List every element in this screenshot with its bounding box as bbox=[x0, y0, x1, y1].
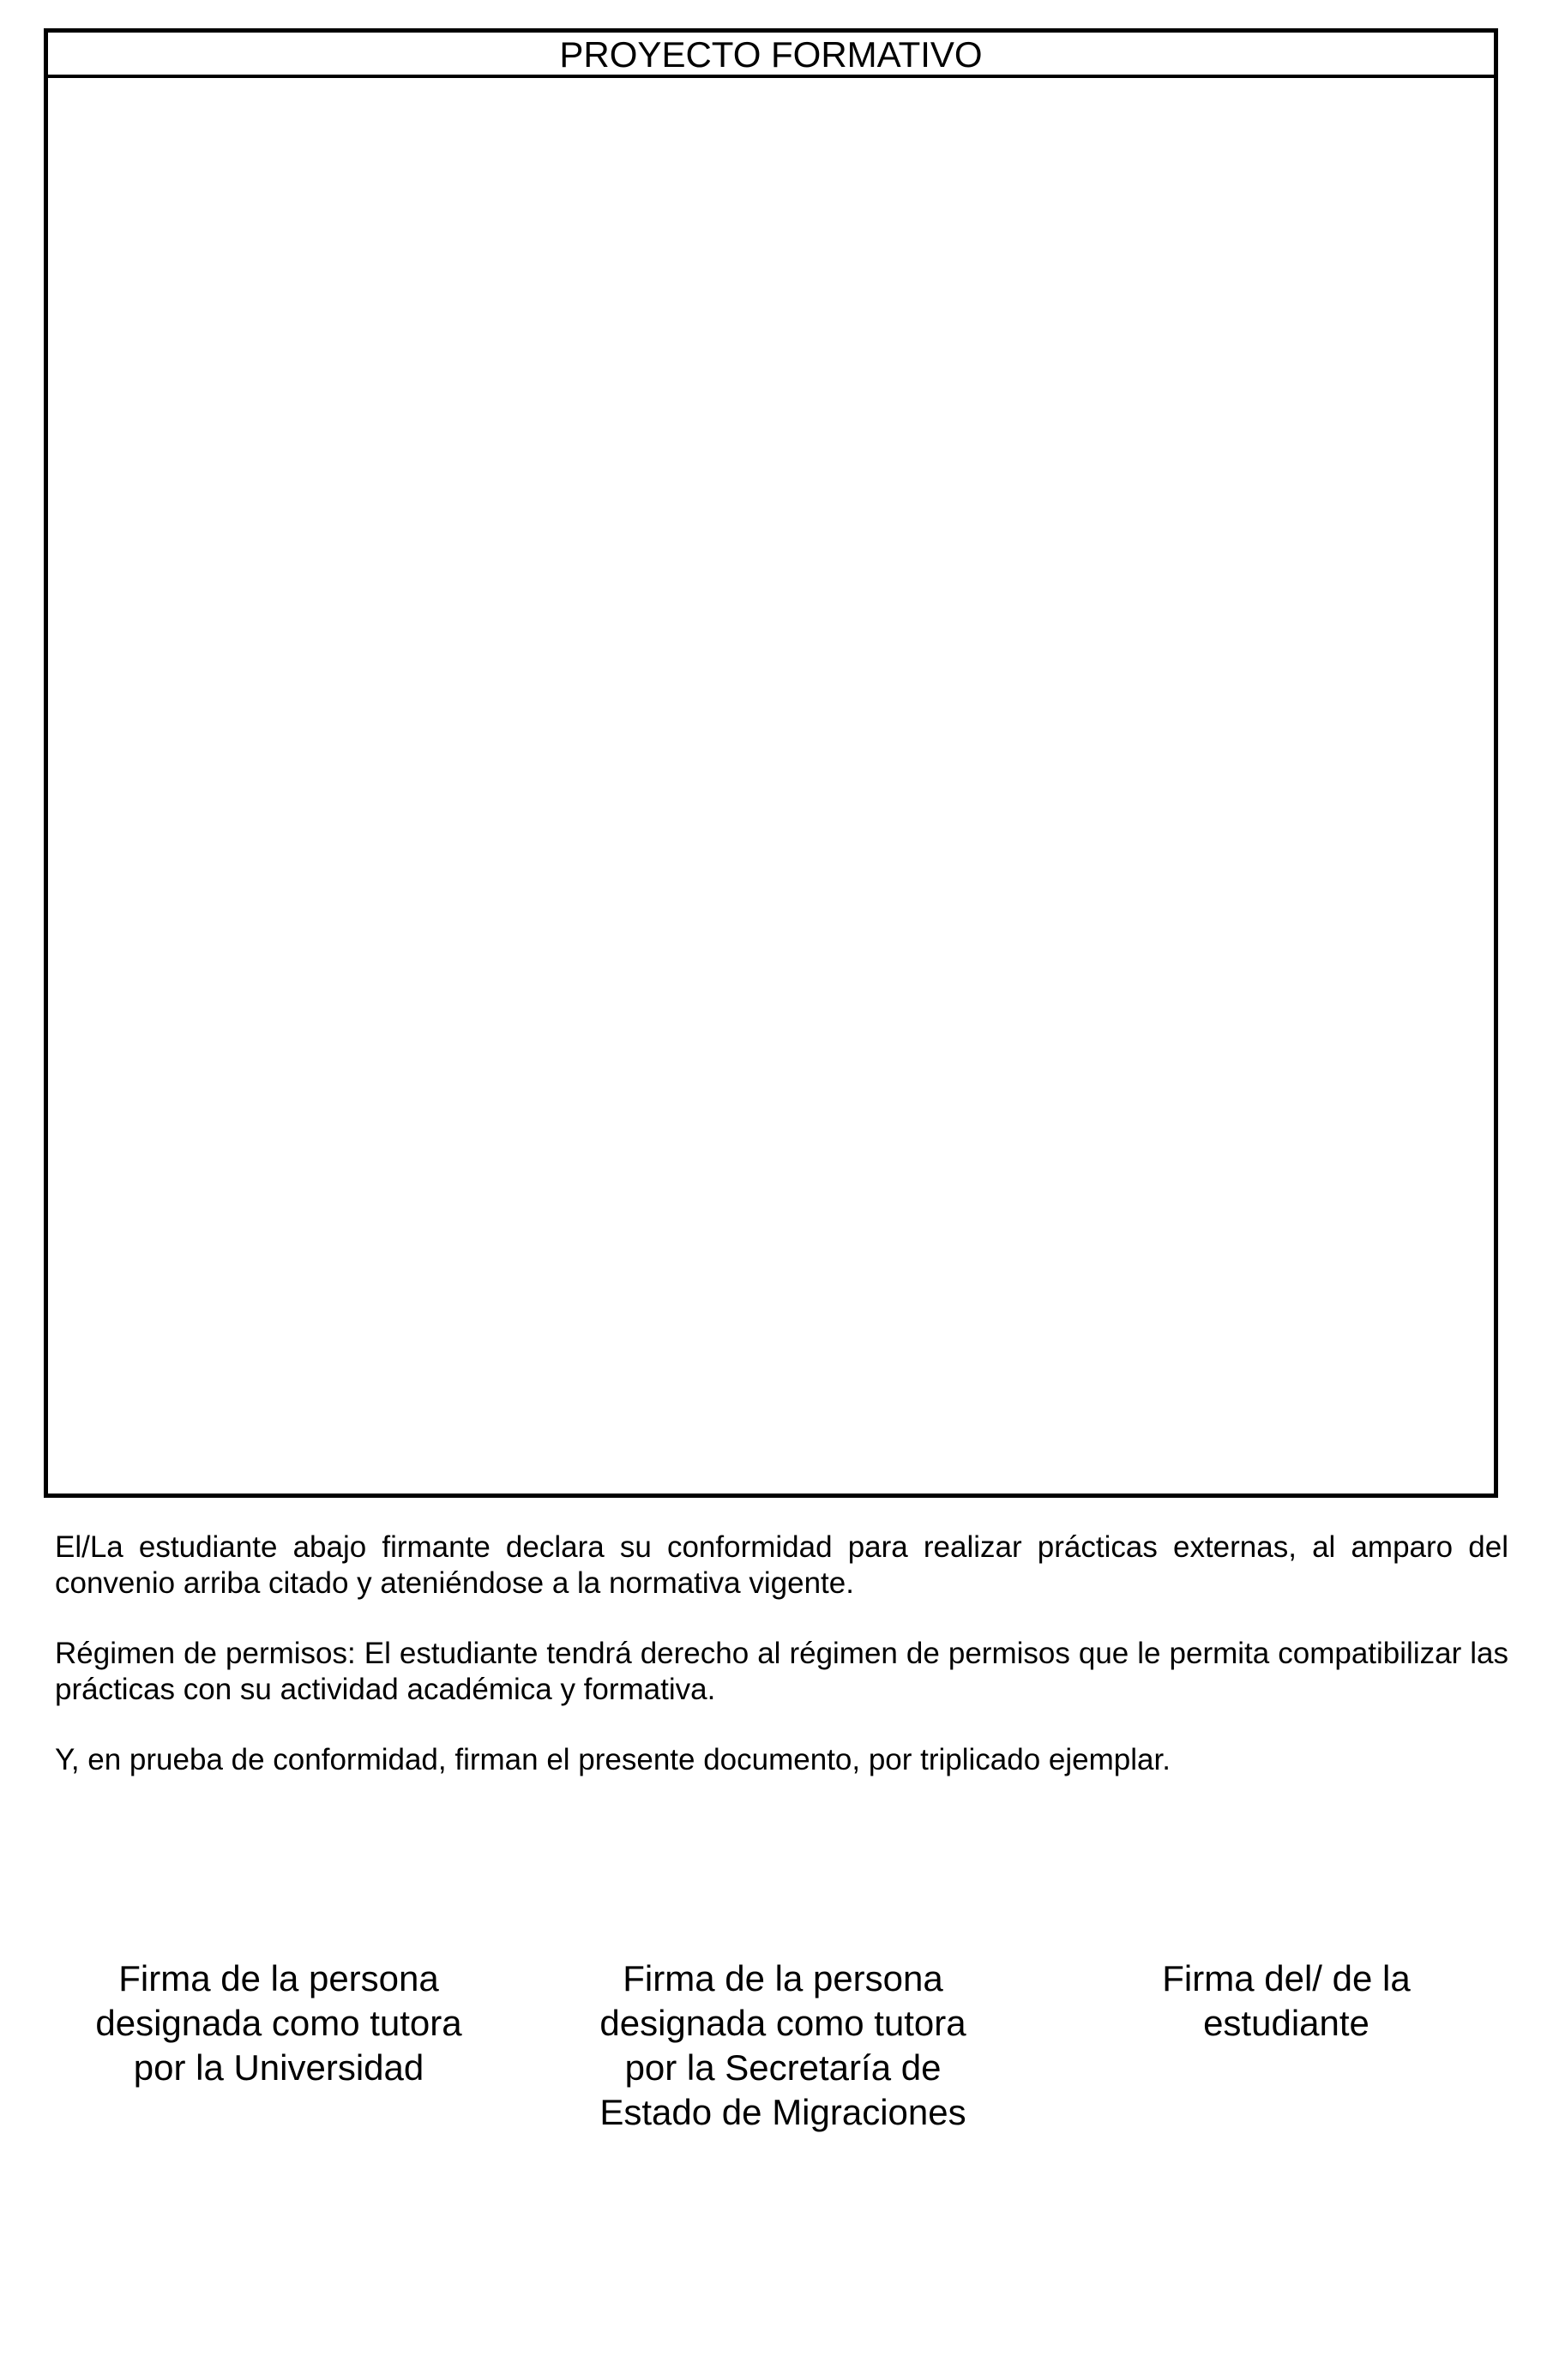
migration-tutor-signature bbox=[564, 1956, 1002, 2135]
conformity-statement: El/La estudiante abajo firmante declara su conformidad para realizar prácticas externas, al amparo del convenio arriba citado y ateniéndose a la normativa vigente. bbox=[55, 1530, 1508, 1600]
signature-label-line: por la Secretaría de bbox=[624, 2047, 942, 2088]
project-box bbox=[44, 28, 1498, 1498]
signature-label-line: Firma del/ de la bbox=[1162, 1958, 1411, 1998]
signature-label-line: Firma de la persona bbox=[623, 1958, 943, 1998]
signature-label-line: Estado de Migraciones bbox=[599, 2092, 966, 2132]
signature-label-line: estudiante bbox=[1203, 2003, 1369, 2043]
project-title: PROYECTO FORMATIVO bbox=[48, 33, 1494, 78]
signature-label-line: por la Universidad bbox=[133, 2047, 424, 2088]
signing-statement: Y, en prueba de conformidad, firman el presente documento, por triplicado ejemplar. bbox=[55, 1743, 1171, 1776]
declaration-text bbox=[55, 1530, 1508, 1812]
signature-label-line: designada como tutora bbox=[599, 2003, 966, 2043]
signature-label-line: Firma de la persona bbox=[118, 1958, 439, 1998]
signature-label-line: designada como tutora bbox=[95, 2003, 462, 2043]
student-signature bbox=[1072, 1956, 1501, 2046]
permissions-statement: Régimen de permisos: El estudiante tendrá derecho al régimen de permisos que le permita compatibilizar las prácticas con su actividad académica y formativa. bbox=[55, 1637, 1508, 1706]
project-content-area[interactable] bbox=[48, 78, 1494, 1494]
university-tutor-signature bbox=[60, 1956, 497, 2090]
